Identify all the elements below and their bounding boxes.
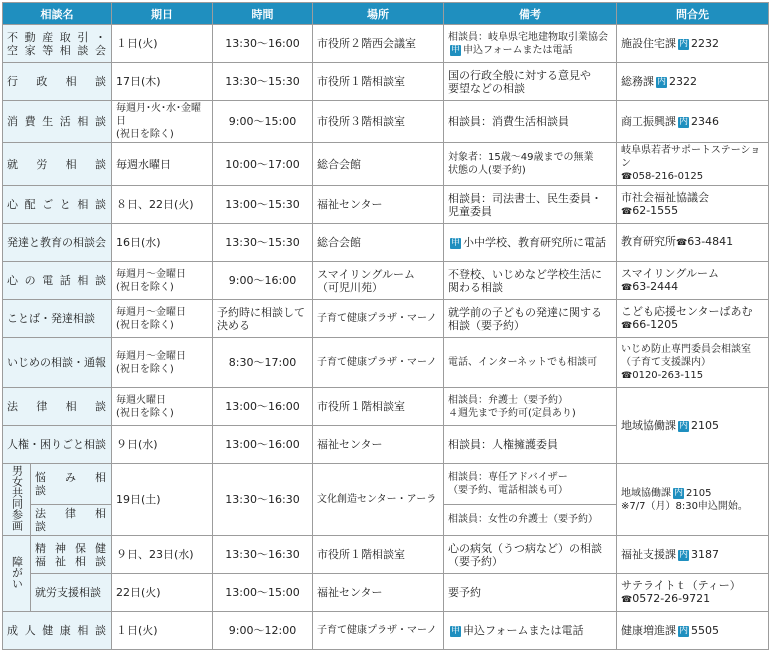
contact-cell: 健康増進課 内 5505 bbox=[617, 612, 769, 650]
place-cell: 福祉センター bbox=[313, 574, 444, 612]
consultation-name: ことば・発達相談 bbox=[3, 300, 112, 338]
note-cell: 要予約 bbox=[444, 574, 617, 612]
contact-cell: こども応援センターぱあむ ☎66-1205 bbox=[617, 300, 769, 338]
date-cell: 22日(火) bbox=[112, 574, 213, 612]
contact-cell: 市社会福祉協議会 ☎62-1555 bbox=[617, 186, 769, 224]
table-row bbox=[3, 143, 769, 186]
contact-cell: 商工振興課 内 2346 bbox=[617, 101, 769, 143]
time-cell: 13:00〜16:00 bbox=[213, 426, 313, 464]
place-cell: 子育て健康プラザ・マーノ bbox=[313, 612, 444, 650]
time-cell: 13:30〜15:30 bbox=[213, 224, 313, 262]
consultation-name: 就労支援相談 bbox=[31, 574, 112, 612]
table-row bbox=[3, 536, 769, 574]
header-note: 備考 bbox=[444, 3, 617, 25]
time-cell: 10:00〜17:00 bbox=[213, 143, 313, 186]
note-cell: 相談員：専任アドバイザー （要予約、電話相談も可） bbox=[444, 464, 617, 505]
date-cell: 毎週水曜日 bbox=[112, 143, 213, 186]
time-cell: 予約時に相談して 決める bbox=[213, 300, 313, 338]
note-cell: 就学前の子どもの発達に関する 相談（要予約） bbox=[444, 300, 617, 338]
application-icon: 申 bbox=[451, 626, 461, 636]
note-cell: 対象者：15歳〜49歳までの無業 状態の人(要予約) bbox=[444, 143, 617, 186]
consultation-name: 心の電話相談 bbox=[3, 262, 112, 300]
time-cell: 13:00〜16:00 bbox=[213, 388, 313, 426]
date-cell: 毎週月〜金曜日 (祝日を除く) bbox=[112, 300, 213, 338]
consultation-name: 法 律 相 談 bbox=[31, 504, 112, 535]
note-cell: 相談員：人権擁護委員 bbox=[444, 426, 617, 464]
consultation-name: 消費生活相談 bbox=[3, 101, 112, 143]
place-cell: 市役所３階相談室 bbox=[313, 101, 444, 143]
header-place: 場所 bbox=[313, 3, 444, 25]
group-label-disability: 障がい bbox=[3, 536, 31, 612]
phone-icon: ☎ bbox=[621, 282, 633, 293]
note-cell: 相談員：女性の弁護士（要予約） bbox=[444, 504, 617, 535]
table-row bbox=[3, 224, 769, 262]
note-cell: 不登校、いじめなど学校生活に 関わる相談 bbox=[444, 262, 617, 300]
date-cell: 16日(水) bbox=[112, 224, 213, 262]
group-label-gender-equality: 男女共同参画 bbox=[3, 464, 31, 536]
date-cell: 毎週月･火･水･金曜日 (祝日を除く) bbox=[112, 101, 213, 143]
table-row bbox=[3, 612, 769, 650]
table-row bbox=[3, 186, 769, 224]
contact-cell: 地域協働課 内 2105 bbox=[617, 388, 769, 464]
note-cell: 相談員：司法書士、民生委員・ 児童委員 bbox=[444, 186, 617, 224]
contact-cell: スマイリングルーム ☎63-2444 bbox=[617, 262, 769, 300]
note-cell: 国の行政全般に対する意見や 要望などの相談 bbox=[444, 63, 617, 101]
extension-icon: 内 bbox=[679, 39, 689, 49]
extension-icon: 内 bbox=[679, 421, 689, 431]
application-icon: 申 bbox=[451, 238, 461, 248]
phone-icon: ☎ bbox=[621, 320, 633, 331]
table-row bbox=[3, 63, 769, 101]
time-cell: 13:30〜16:30 bbox=[213, 536, 313, 574]
date-cell: 毎週月〜金曜日 (祝日を除く) bbox=[112, 338, 213, 388]
contact-cell: サテライトｔ（ティー） ☎0572-26-9721 bbox=[617, 574, 769, 612]
place-cell: 総合会館 bbox=[313, 143, 444, 186]
table-row bbox=[3, 338, 769, 388]
header-time: 時間 bbox=[213, 3, 313, 25]
contact-cell: 福祉支援課 内 3187 bbox=[617, 536, 769, 574]
time-cell: 13:00〜15:00 bbox=[213, 574, 313, 612]
consultation-name: 行 政 相 談 bbox=[3, 63, 112, 101]
phone-icon: ☎ bbox=[621, 370, 633, 381]
consultation-name: いじめの相談・通報 bbox=[3, 338, 112, 388]
place-cell: 市役所１階相談室 bbox=[313, 536, 444, 574]
time-cell: 8:30〜17:00 bbox=[213, 338, 313, 388]
contact-cell: 施設住宅課 内 2232 bbox=[617, 25, 769, 63]
consultation-name: 法 律 相 談 bbox=[3, 388, 112, 426]
consultation-name: 心配ごと相談 bbox=[3, 186, 112, 224]
application-icon: 申 bbox=[451, 44, 461, 55]
note-cell: 申 申込フォームまたは電話 bbox=[444, 612, 617, 650]
contact-cell: 岐阜県若者サポートステーション ☎058-216-0125 bbox=[617, 143, 769, 186]
extension-icon: 内 bbox=[657, 77, 667, 87]
header-row bbox=[3, 3, 769, 25]
consultation-name: 悩 み 相 談 bbox=[31, 464, 112, 505]
consultation-name: 発達と教育の相談会 bbox=[3, 224, 112, 262]
consultation-schedule-table bbox=[2, 2, 769, 650]
date-cell: 毎週月〜金曜日 (祝日を除く) bbox=[112, 262, 213, 300]
place-cell: 福祉センター bbox=[313, 186, 444, 224]
table-row bbox=[3, 101, 769, 143]
consultation-name: 人権・困りごと相談 bbox=[3, 426, 112, 464]
date-cell: 19日(土) bbox=[112, 464, 213, 536]
header-date: 期日 bbox=[112, 3, 213, 25]
phone-icon: ☎ bbox=[621, 206, 633, 217]
table-row bbox=[3, 464, 769, 505]
table-row bbox=[3, 574, 769, 612]
phone-icon: ☎ bbox=[621, 172, 633, 182]
table-row bbox=[3, 262, 769, 300]
header-contact: 問合先 bbox=[617, 3, 769, 25]
table-row bbox=[3, 300, 769, 338]
consultation-name: 精神保健 福祉相談 bbox=[31, 536, 112, 574]
place-cell: 総合会館 bbox=[313, 224, 444, 262]
time-cell: 9:00〜15:00 bbox=[213, 101, 313, 143]
note-cell: 電話、インターネットでも相談可 bbox=[444, 338, 617, 388]
date-cell: ９日(水) bbox=[112, 426, 213, 464]
place-cell: 市役所２階西会議室 bbox=[313, 25, 444, 63]
note-cell: 心の病気（うつ病など）の相談 （要予約） bbox=[444, 536, 617, 574]
extension-icon: 内 bbox=[679, 117, 689, 127]
place-cell: 子育て健康プラザ・マーノ bbox=[313, 338, 444, 388]
time-cell: 13:30〜16:00 bbox=[213, 25, 313, 63]
note-cell: 相談員：消費生活相談員 bbox=[444, 101, 617, 143]
date-cell: 毎週火曜日 (祝日を除く) bbox=[112, 388, 213, 426]
contact-cell: いじめ防止専門委員会相談室 （子育て支援課内） ☎0120-263-115 bbox=[617, 338, 769, 388]
contact-cell: 地域協働課 内 2105 ※7/7（月）8:30申込開始。 bbox=[617, 464, 769, 536]
consultation-name: 就 労 相 談 bbox=[3, 143, 112, 186]
date-cell: ８日、22日(火) bbox=[112, 186, 213, 224]
place-cell: 文化創造センター・アーラ bbox=[313, 464, 444, 536]
consultation-name: 成人健康相談 bbox=[3, 612, 112, 650]
place-cell: 子育て健康プラザ・マーノ bbox=[313, 300, 444, 338]
date-cell: １日(火) bbox=[112, 25, 213, 63]
extension-icon: 内 bbox=[679, 550, 689, 560]
contact-cell: 教育研究所☎63-4841 bbox=[617, 224, 769, 262]
table-row bbox=[3, 388, 769, 426]
note-cell: 相談員：弁護士（要予約） ４週先まで予約可(定員あり) bbox=[444, 388, 617, 426]
date-cell: 17日(木) bbox=[112, 63, 213, 101]
place-cell: 福祉センター bbox=[313, 426, 444, 464]
contact-cell: 総務課 内 2322 bbox=[617, 63, 769, 101]
time-cell: 13:00〜15:30 bbox=[213, 186, 313, 224]
extension-icon: 内 bbox=[679, 626, 689, 636]
note-cell: 申 小中学校、教育研究所に電話 bbox=[444, 224, 617, 262]
time-cell: 13:30〜15:30 bbox=[213, 63, 313, 101]
table-row bbox=[3, 25, 769, 63]
note-cell: 相談員：岐阜県宅地建物取引業協会 申 申込フォームまたは電話 bbox=[444, 25, 617, 63]
place-cell: スマイリングルーム （可児川苑） bbox=[313, 262, 444, 300]
consultation-name: 不動産取引・ 空家等相談会 bbox=[3, 25, 112, 63]
time-cell: 9:00〜16:00 bbox=[213, 262, 313, 300]
time-cell: 9:00〜12:00 bbox=[213, 612, 313, 650]
phone-icon: ☎ bbox=[676, 238, 688, 248]
time-cell: 13:30〜16:30 bbox=[213, 464, 313, 536]
extension-icon: 内 bbox=[674, 487, 684, 498]
header-name: 相談名 bbox=[3, 3, 112, 25]
place-cell: 市役所１階相談室 bbox=[313, 63, 444, 101]
date-cell: １日(火) bbox=[112, 612, 213, 650]
date-cell: ９日、23日(水) bbox=[112, 536, 213, 574]
phone-icon: ☎ bbox=[621, 594, 633, 605]
place-cell: 市役所１階相談室 bbox=[313, 388, 444, 426]
